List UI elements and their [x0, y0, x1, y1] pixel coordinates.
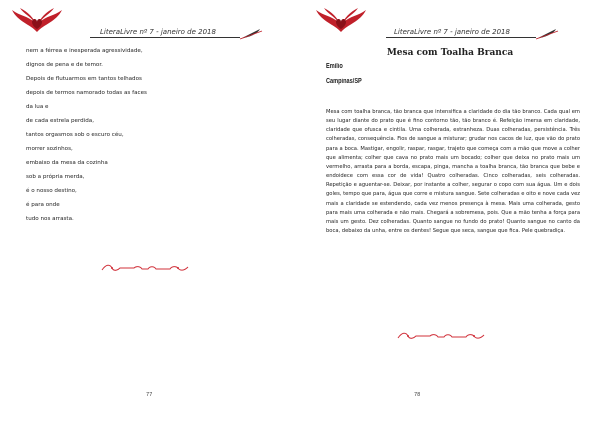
right-page — [300, 0, 600, 424]
quill-pen-icon — [534, 27, 560, 41]
poem-line: sob a própria merda, — [26, 174, 85, 180]
header-divider — [90, 37, 240, 38]
page-number: 78 — [414, 392, 421, 398]
poem-text — [26, 44, 276, 226]
article-body: Mesa com toalha branca, tão branca que intensifica a claridade do dia tão branco. Cada qual em seu lugar diante do prato que é fino contorno tão, tão branco é. Refeição imersa em claridade, claridade que ofusca e cintila. Uma colherada, estranheza. Duas colheradas, persistência. Três colheradas, consequência. Fios de sangue a misturar; grudar nos cacos de luz, que vão do prato para a boca. Mastigar, engolir, raspar, rasgar, trajeto que começa com a mão que move a colher que alimenta; colher que cava no prato mais um bocado; colher que deixa no prato mais um vermelho, arrasta para a borda, escapa, pinga, mancha a toalha branca, tão branca que bebe e endoidece com essa cor de vida! Quatro colheradas. Cinco colheradas, seis colheradas. Repetição e aguentar-se. Deixar, por instante a colher, segurar o copo com sua água. Um e dois goles, tempo que para, água que corre e mistura sangue. Sete colheradas e oito e nove cada vez mais a claridade se estendendo, cada vez menos presença à mesa. Mais uma colherada, gesto para mais uma colherada e não mais. Chegará a sobremesa, pois. Que a mão tenha a força para mais um gesto. Dez colheradas. Quanto sangue no fundo do prato! Quanto sangue no canto da boca, debaixo da unha, entre os dentes! Segue que seca, sangue que fica. Pele quebradiça. — [326, 109, 580, 235]
page-number: 77 — [146, 392, 153, 398]
poem-line: nem a férrea e inesperada agressividade, — [26, 48, 143, 54]
poem-line: depois de termos namorado todas as faces — [26, 90, 147, 96]
quill-pen-icon — [238, 27, 264, 41]
author-city: Campinas/SP — [326, 78, 362, 85]
poem-line: é para onde — [26, 202, 60, 208]
winged-heart-logo-icon — [10, 6, 64, 36]
poem-line: morrer sozinhos, — [26, 146, 73, 152]
poem-line: tudo nos arrasta. — [26, 216, 74, 222]
scroll-ornament-icon — [100, 262, 190, 274]
scroll-ornament-icon — [396, 330, 486, 342]
poem-line: é o nosso destino, — [26, 188, 77, 194]
poem-line: da lua e — [26, 104, 49, 110]
header-divider — [386, 37, 536, 38]
poem-line: de cada estrela perdida, — [26, 118, 95, 124]
article-title: Mesa com Toalha Branca — [386, 48, 514, 58]
header-text: LiteraLivre nº 7 - janeiro de 2018 — [394, 28, 510, 36]
poem-line: Depois de flutuarmos em tantos telhados — [26, 76, 142, 82]
winged-heart-logo-icon — [314, 6, 368, 36]
poem-line: tantos orgasmos sob o escuro céu, — [26, 132, 124, 138]
poem-line: dignos de pena e de temor. — [26, 62, 103, 68]
header-text: LiteraLivre nº 7 - janeiro de 2018 — [100, 28, 216, 36]
poem-line: embaixo da mesa da cozinha — [26, 160, 108, 166]
author-name: Emílio — [326, 63, 343, 70]
